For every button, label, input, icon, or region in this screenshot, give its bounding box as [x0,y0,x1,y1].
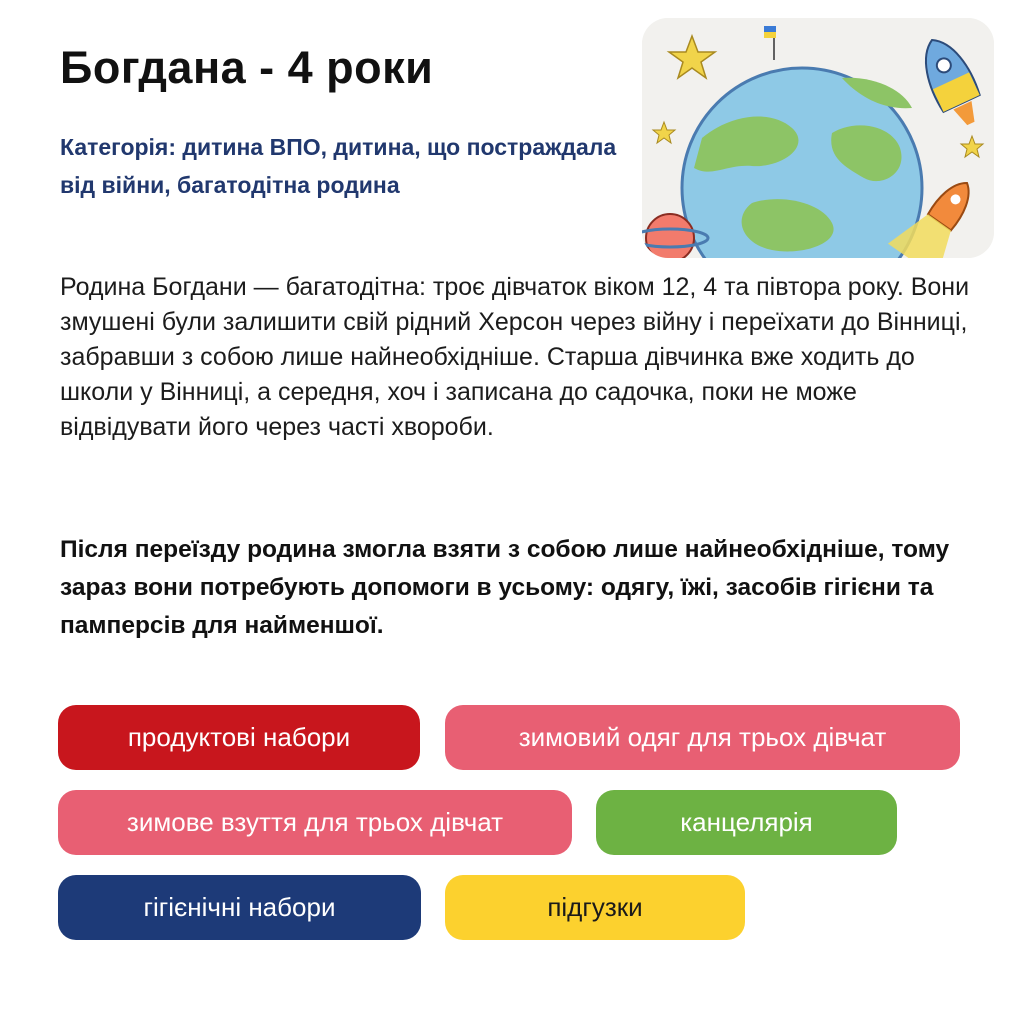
tag-hygiene-kits: гігієнічні набори [58,875,421,940]
earth-drawing-icon [642,18,994,258]
page-title: Богдана - 4 роки [60,42,434,93]
tag-diapers: підгузки [445,875,745,940]
needs-text: Після переїзду родина змогла взяти з собою лише найнеобхідніше, тому зараз вони потребують допомоги в усьому: одягу, їжі, засобів гігієни та памперсів для найменшої. [60,536,950,639]
category-text: Категорія: дитина ВПО, дитина, що постраждала від війни, багатодітна родина [60,134,617,198]
tag-stationery: канцелярія [596,790,897,855]
story-text: Родина Богдани — багатодітна: троє дівчаток віком 12, 4 та півтора року. Вони змушені були залишити свій рідний Херсон через війну і переїхати до Вінниці, забравши з собою лише найнеобхідніше. Старша дівчинка вже ходить до школи у Вінниці, а середня, хоч і записана до садочка, поки не може відвідувати його через часті хвороби. [60,273,970,441]
tag-winter-shoes: зимове взуття для трьох дівчат [58,790,572,855]
child-drawing-image [642,18,994,258]
tag-food-kits: продуктові набори [58,705,420,770]
tag-winter-clothes: зимовий одяг для трьох дівчат [445,705,960,770]
